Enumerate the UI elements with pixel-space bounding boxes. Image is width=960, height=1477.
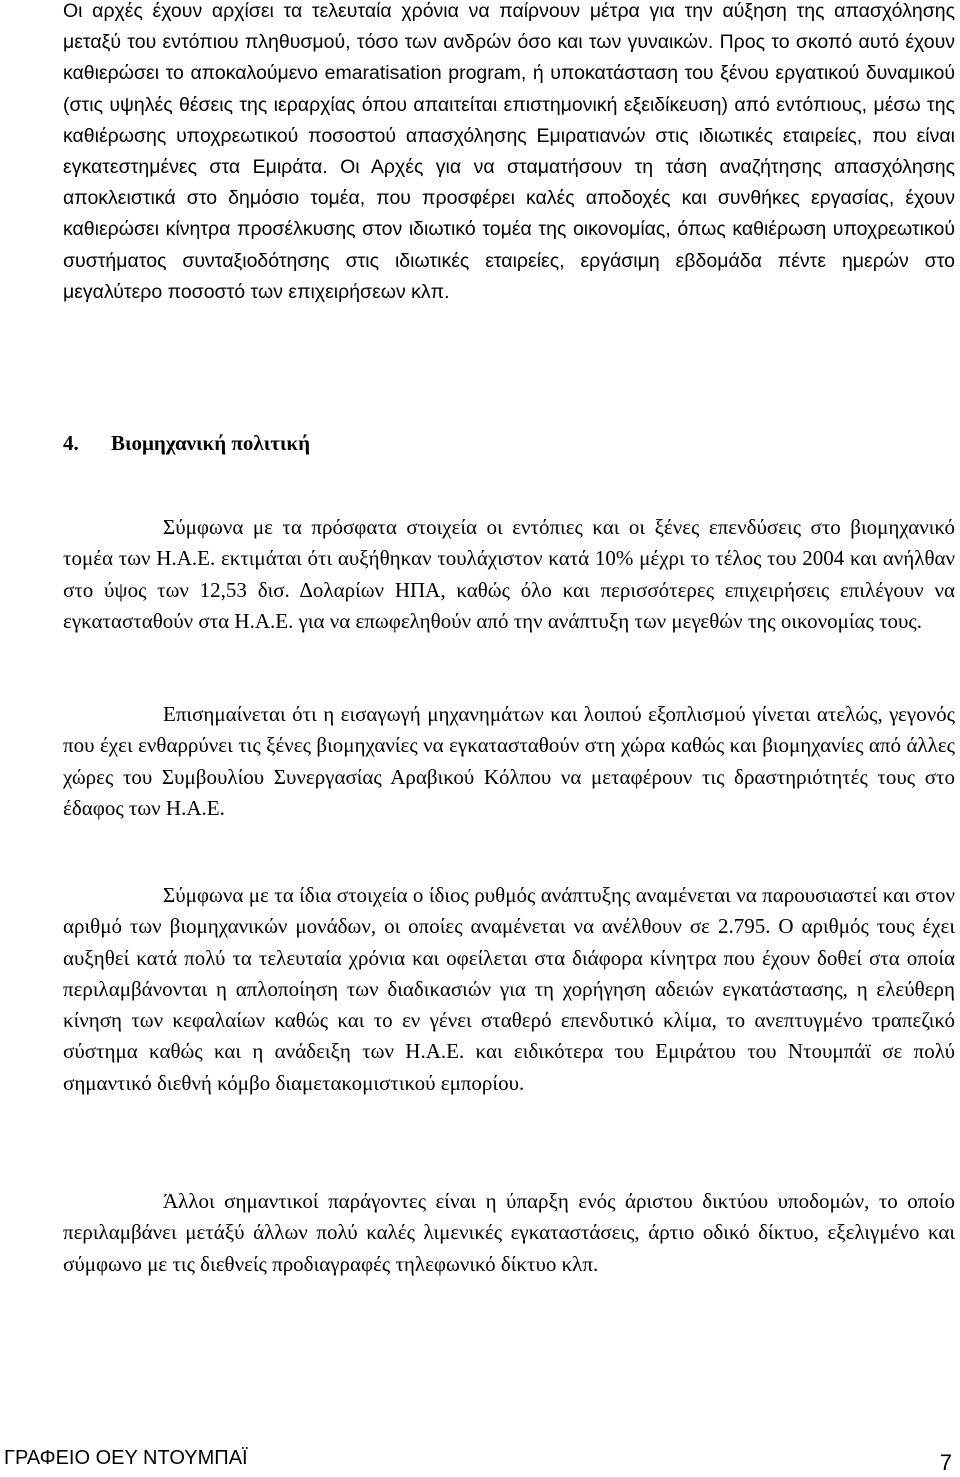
section-title: Βιομηχανική πολιτική xyxy=(111,431,310,455)
section-heading xyxy=(63,428,310,459)
paragraph-industrial-units: Σύμφωνα με τα ίδια στοιχεία ο ίδιος ρυθμός ανάπτυξης αναμένεται να παρουσιαστεί και στον αριθμό των βιομηχανικών μονάδων, οι οποίες αναμένεται να ανέλθουν σε 2.795. Ο αριθμός τους έχει αυξηθεί κατά πολύ τα τελευταία χρόνια και οφείλεται στα διάφορα κίνητρα που έχουν δοθεί στα οποία περιλαμβάνονται η απλοποίηση των διαδικασιών για τη χορήγηση αδειών εγκατάστασης, η ελεύθερη κίνηση των κεφαλαίων καθώς και το εν γένει σταθερό επενδυτικό κλίμα, το ανεπτυγμένο τραπεζικό σύστημα καθώς και η ανάδειξη των Η.Α.Ε. και ειδικότερα του Εμιράτου του Ντουμπάϊ σε πολύ σημαντικό διεθνή κόμβο διαμετακομιστικού εμπορίου. xyxy=(63,883,955,1095)
footer-office-name: ΓΡΑΦΕΙΟ ΟΕΥ ΝΤΟΥΜΠΑΪ xyxy=(4,1447,248,1469)
paragraph-machinery-import: Επισημαίνεται ότι η εισαγωγή μηχανημάτων και λοιπού εξοπλισμού γίνεται ατελώς, γεγονός που έχει ενθαρρύνει τις ξένες βιομηχανίες να εγκατασταθούν στη χώρα καθώς και βιομηχανίες από άλλες χώρες του Συμβουλίου Συνεργασίας Αραβικού Κόλπου να μεταφέρουν τις δραστηριότητές τους στο έδαφος των Η.Α.Ε. xyxy=(63,702,955,820)
paragraph-employment-policy: Οι αρχές έχουν αρχίσει τα τελευταία χρόνια να παίρνουν μέτρα για την αύξηση της απασχόλησης μεταξύ του εντόπιου πληθυσμού, τόσο των ανδρών όσο και των γυναικών. Προς το σκοπό αυτό έχουν καθιερώσει το αποκαλούμενο emaratisation program, ή υποκατάσταση του ξένου εργατικού δυναμικού (στις υψηλές θέσεις της ιεραρχίας όπου απαιτείται επιστημονική εξειδίκευση) από εντόπιους, μέσω της καθιέρωσης υποχρεωτικού ποσοστού απασχόλησης Εμιρατιανών στις ιδιωτικές εταιρείες, που είναι εγκατεστημένες στα Εμιράτα. Οι Αρχές για να σταματήσουν τη τάση αναζήτησης απασχόλησης αποκλειστικά στο δημόσιο τομέα, που προσφέρει καλές αποδοχές και συνθήκες εργασίας, έχουν καθιερώσει κίνητρα προσέλκυσης στον ιδιωτικό τομέα της οικονομίας, όπως καθιέρωση υποχρεωτικού συστήματος συνταξιοδότησης στις ιδιωτικές εταιρείες, εργάσιμη εβδομάδα πέντε ημερών στο μεγαλύτερο ποσοστό των επιχειρήσεων κλπ. xyxy=(63,0,955,303)
paragraph-infrastructure: Άλλοι σημαντικοί παράγοντες είναι η ύπαρξη ενός άριστου δικτύου υποδομών, το οποίο περιλαμβάνει μετάξύ άλλων πολύ καλές λιμενικές εγκαταστάσεις, άρτιο οδικό δίκτυο, εξελιγμένο και σύμφωνο με τις διεθνείς προδιαγραφές τηλεφωνικό δίκτυο κλπ. xyxy=(63,1189,955,1276)
paragraph-investments: Σύμφωνα με τα πρόσφατα στοιχεία οι εντόπιες και οι ξένες επενδύσεις στο βιομηχανικό τομέα των Η.Α.Ε. εκτιμάται ότι αυξήθηκαν τουλάχιστον κατά 10% μέχρι το τέλος του 2004 και ανήλθαν στο ύψος των 12,53 δισ. Δολαρίων ΗΠΑ, καθώς όλο και περισσότερες επιχειρήσεις επιλέγουν να εγκατασταθούν στα Η.Α.Ε. για να επωφεληθούν από την ανάπτυξη των μεγεθών της οικονομίας τους. xyxy=(63,515,955,633)
section-number: 4. xyxy=(63,431,79,455)
page-number: 7 xyxy=(939,1450,952,1475)
